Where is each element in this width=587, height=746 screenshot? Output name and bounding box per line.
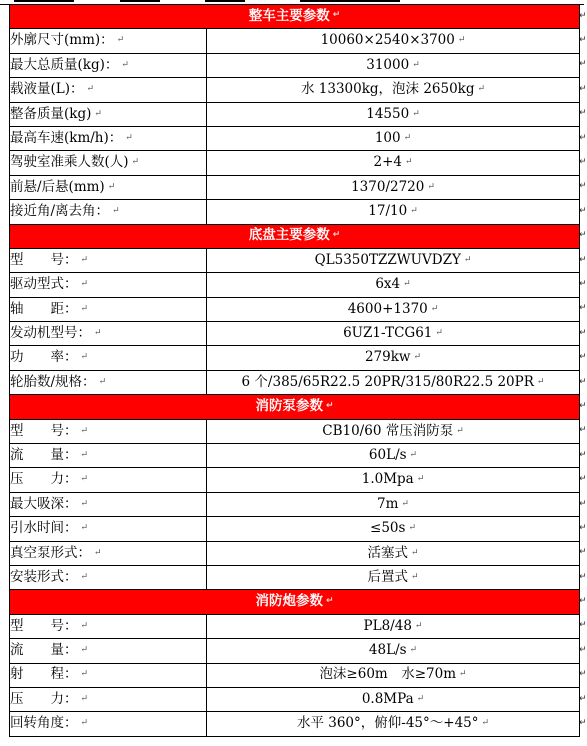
row-end-mark-icon: ↵ [579,693,587,704]
table-row [10,346,580,370]
parameter-value-text: 6UZ1-TCG61 [343,325,433,342]
parameter-value [207,29,580,53]
paragraph-mark-icon: ↵ [80,718,89,729]
table-row [10,444,580,468]
parameter-label-text: 前悬/后悬(mm) [10,178,105,195]
section-header-row [10,395,580,419]
row-end-mark-icon: ↵ [579,230,587,241]
table-row [10,712,580,736]
paragraph-mark-icon: ↵ [94,328,102,339]
row-end-mark-icon: ↵ [579,376,587,387]
parameter-value-text: 6x4 [375,276,401,293]
section-header-row [10,5,580,29]
paragraph-mark-icon: ↵ [125,132,133,143]
parameter-value [207,151,580,175]
parameter-value-text: 100 [374,129,401,146]
paragraph-mark-icon: ↵ [401,498,409,509]
parameter-value [207,492,580,516]
parameter-value-text: 279kw [364,349,411,366]
section-title-text: 底盘主要参数 [248,227,330,244]
parameter-label-text: 功 率： [10,349,78,366]
parameter-label-text: 最大总质量(kg)： [10,56,119,73]
parameter-label-text: 载液量(L)： [10,81,84,98]
parameter-value [207,53,580,77]
row-end-mark-icon: ↵ [579,620,587,631]
parameter-value [207,200,580,224]
row-end-mark-icon: ↵ [579,157,587,168]
parameter-value-text: 1.0Mpa [361,471,414,488]
section-title [10,590,580,614]
paragraph-mark-icon: ↵ [408,523,416,534]
row-end-mark-icon: ↵ [579,254,587,265]
row-end-mark-icon: ↵ [579,181,587,192]
table-row [10,297,580,321]
parameter-value-text: 31000 [366,56,410,73]
paragraph-mark-icon: ↵ [430,303,439,314]
paragraph-mark-icon: ↵ [456,425,464,436]
parameter-label [10,541,207,565]
parameter-label-text: 射 程： [10,666,78,683]
parameter-label [10,29,207,53]
paragraph-mark-icon: ↵ [427,181,435,192]
paragraph-mark-icon: ↵ [80,523,89,534]
paragraph-mark-icon: ↵ [80,669,89,680]
paragraph-mark-icon: ↵ [457,35,466,46]
parameter-label [10,175,207,199]
paragraph-mark-icon: ↵ [481,718,490,729]
parameter-value [207,78,580,102]
table-row [10,639,580,663]
row-end-mark-icon: ↵ [579,10,587,21]
paragraph-mark-icon: ↵ [80,254,89,265]
parameter-label-text: 回转角度： [10,715,78,732]
parameter-label [10,468,207,492]
parameter-value-text: 14550 [366,105,410,122]
parameter-value [207,346,580,370]
row-end-mark-icon: ↵ [579,571,587,582]
parameter-value [207,614,580,638]
row-end-mark-icon: ↵ [579,205,587,216]
parameter-value [207,175,580,199]
section-title [10,395,580,419]
paragraph-mark-icon: ↵ [80,449,89,460]
parameter-value [207,663,580,687]
parameter-value [207,370,580,394]
paragraph-mark-icon: ↵ [416,693,425,704]
parameter-value-text: 活塞式 [367,544,408,561]
parameter-value-text: 水平 360°，俯仰-45°～+45° [296,715,479,732]
paragraph-mark-icon: ↵ [80,645,89,656]
paragraph-mark-icon: ↵ [404,157,413,168]
row-end-mark-icon: ↵ [579,59,587,70]
parameter-label [10,687,207,711]
parameter-label [10,663,207,687]
table-row [10,200,580,224]
parameter-value-text: 10060×2540×3700 [320,32,455,49]
paragraph-mark-icon: ↵ [409,645,418,656]
section-title [10,5,580,29]
paragraph-mark-icon: ↵ [413,352,422,363]
paragraph-mark-icon: ↵ [536,376,545,387]
table-row [10,273,580,297]
paragraph-mark-icon: ↵ [325,595,334,606]
parameter-label-text: 发动机型号： [10,325,91,342]
parameter-label [10,126,207,150]
paragraph-mark-icon: ↵ [412,59,420,70]
parameter-value-text: CB10/60 常压消防泵 [322,422,454,439]
paragraph-mark-icon: ↵ [98,376,107,387]
parameter-value [207,322,580,346]
paragraph-mark-icon: ↵ [410,206,418,217]
paragraph-mark-icon: ↵ [477,84,486,95]
paragraph-mark-icon: ↵ [463,254,472,265]
parameter-value [207,248,580,272]
table-row [10,151,580,175]
parameter-label-text: 整备质量(kg) [10,105,92,122]
parameter-value [207,297,580,321]
row-end-mark-icon: ↵ [579,327,587,338]
section-title-text: 消防炮参数 [255,593,323,610]
paragraph-mark-icon: ↵ [94,108,102,119]
parameter-label [10,517,207,541]
parameter-label [10,492,207,516]
specification-table [9,4,580,737]
parameter-label-text: 流 量： [10,446,78,463]
paragraph-mark-icon: ↵ [403,132,412,143]
parameter-label [10,53,207,77]
parameter-value-text: 6 个/385/65R22.5 20PR/315/80R22.5 20PR [241,373,534,390]
table-row [10,126,580,150]
paragraph-mark-icon: ↵ [80,498,89,509]
paragraph-mark-icon: ↵ [80,279,89,290]
paragraph-mark-icon: ↵ [121,59,129,70]
paragraph-mark-icon: ↵ [416,474,425,485]
parameter-label [10,322,207,346]
section-title [10,224,580,248]
row-end-mark-icon: ↵ [579,108,587,119]
parameter-label [10,565,207,589]
parameter-label-text: 引水时间： [10,520,78,537]
paragraph-mark-icon: ↵ [80,474,89,485]
table-row [10,102,580,126]
paragraph-mark-icon: ↵ [80,620,89,631]
row-end-mark-icon: ↵ [579,352,587,363]
paragraph-mark-icon: ↵ [410,547,419,558]
paragraph-mark-icon: ↵ [80,303,89,314]
table-row [10,687,580,711]
paragraph-mark-icon: ↵ [86,84,95,95]
parameter-value-text: 1370/2720 [351,178,425,195]
parameter-label [10,419,207,443]
parameter-value [207,126,580,150]
paragraph-mark-icon: ↵ [403,279,411,290]
parameter-label-text: 最高车速(km/h)： [10,129,123,146]
paragraph-mark-icon: ↵ [131,157,140,168]
paragraph-mark-icon: ↵ [332,10,341,21]
parameter-value-text: 17/10 [368,203,408,220]
table-row [10,565,580,589]
paragraph-mark-icon: ↵ [80,425,89,436]
table-row [10,78,580,102]
section-title-text: 消防泵参数 [255,398,323,415]
parameter-value-text: PL8/48 [363,617,412,634]
parameter-label-text: 外廓尺寸(mm)： [10,32,114,49]
parameter-label [10,614,207,638]
table-row [10,541,580,565]
table-row [10,175,580,199]
table-row [10,53,580,77]
section-title-text: 整车主要参数 [248,7,330,24]
parameter-value [207,468,580,492]
parameter-value [207,565,580,589]
parameter-label-text: 型 号： [10,251,78,268]
parameter-label-text: 最大吸深： [10,495,78,512]
table-row [10,614,580,638]
paragraph-mark-icon: ↵ [80,693,89,704]
parameter-value [207,102,580,126]
row-end-mark-icon: ↵ [579,83,587,94]
parameter-label [10,151,207,175]
parameter-label [10,639,207,663]
parameter-label [10,248,207,272]
table-row [10,419,580,443]
parameter-label-text: 安装形式： [10,568,78,585]
row-end-mark-icon: ↵ [579,35,587,46]
parameter-value [207,517,580,541]
parameter-label-text: 压 力： [10,690,78,707]
table-row [10,663,580,687]
row-end-mark-icon: ↵ [579,474,587,485]
row-end-mark-icon: ↵ [579,596,587,607]
parameter-value [207,419,580,443]
parameter-value [207,639,580,663]
paragraph-mark-icon: ↵ [80,571,89,582]
table-row [10,29,580,53]
parameter-label-text: 型 号： [10,422,78,439]
paragraph-mark-icon: ↵ [412,108,420,119]
paragraph-mark-icon: ↵ [116,35,125,46]
table-row [10,248,580,272]
parameter-value-text: 4600+1370 [347,300,428,317]
table-row [10,468,580,492]
parameter-value-text: 48L/s [368,642,407,659]
parameter-label-text: 驾驶室准乘人数(人) [10,154,129,171]
parameter-label-text: 接近角/离去角： [10,203,110,220]
paragraph-mark-icon: ↵ [409,449,418,460]
parameter-value-text: 2+4 [373,154,402,171]
section-header-row [10,590,580,614]
parameter-label [10,102,207,126]
parameter-label-text: 压 力： [10,471,78,488]
row-end-mark-icon: ↵ [579,522,587,533]
paragraph-mark-icon: ↵ [414,620,423,631]
row-end-mark-icon: ↵ [579,400,587,411]
parameter-label [10,712,207,736]
parameter-value-text: 7m [377,495,399,512]
row-end-mark-icon: ↵ [579,132,587,143]
parameter-value-text: QL5350TZZWUVDZY [314,251,461,268]
table-row [10,517,580,541]
row-end-mark-icon: ↵ [579,303,587,314]
parameter-label [10,200,207,224]
parameter-label [10,297,207,321]
row-end-mark-icon: ↵ [579,644,587,655]
parameter-value-text: 60L/s [368,446,407,463]
row-end-mark-icon: ↵ [579,278,587,289]
row-end-mark-icon: ↵ [579,718,587,729]
parameter-value [207,444,580,468]
paragraph-mark-icon: ↵ [332,229,341,240]
table-row [10,322,580,346]
table-row [10,370,580,394]
parameter-value-text: 水 13300kg，泡沫 2650kg [300,81,475,98]
parameter-label [10,273,207,297]
paragraph-mark-icon: ↵ [94,547,102,558]
paragraph-mark-icon: ↵ [410,571,419,582]
row-end-mark-icon: ↵ [579,547,587,558]
paragraph-mark-icon: ↵ [435,328,443,339]
parameter-label [10,370,207,394]
parameter-value [207,712,580,736]
paragraph-mark-icon: ↵ [325,400,334,411]
paragraph-mark-icon: ↵ [80,352,89,363]
parameter-label-text: 流 量： [10,642,78,659]
row-end-mark-icon: ↵ [579,498,587,509]
parameter-value-text: ≤50s [370,520,406,537]
row-end-markers [579,4,587,746]
parameter-label [10,78,207,102]
section-header-row [10,224,580,248]
paragraph-mark-icon: ↵ [107,181,116,192]
row-end-mark-icon: ↵ [579,669,587,680]
paragraph-mark-icon: ↵ [459,669,467,680]
parameter-label [10,444,207,468]
parameter-label-text: 型 号： [10,617,78,634]
parameter-value-text: 泡沫≥60m 水≥70m [319,666,457,683]
parameter-value [207,541,580,565]
parameter-label-text: 真空泵形式： [10,544,91,561]
parameter-value-text: 0.8MPa [361,690,414,707]
table-row [10,492,580,516]
parameter-label-text: 驱动型式： [10,276,78,293]
parameter-label-text: 轴 距： [10,300,78,317]
parameter-value-text: 后置式 [367,568,408,585]
parameter-value [207,687,580,711]
parameter-label [10,346,207,370]
row-end-mark-icon: ↵ [579,425,587,436]
parameter-label-text: 轮胎数/规格： [10,373,96,390]
paragraph-mark-icon: ↵ [112,206,120,217]
parameter-value [207,273,580,297]
row-end-mark-icon: ↵ [579,449,587,460]
